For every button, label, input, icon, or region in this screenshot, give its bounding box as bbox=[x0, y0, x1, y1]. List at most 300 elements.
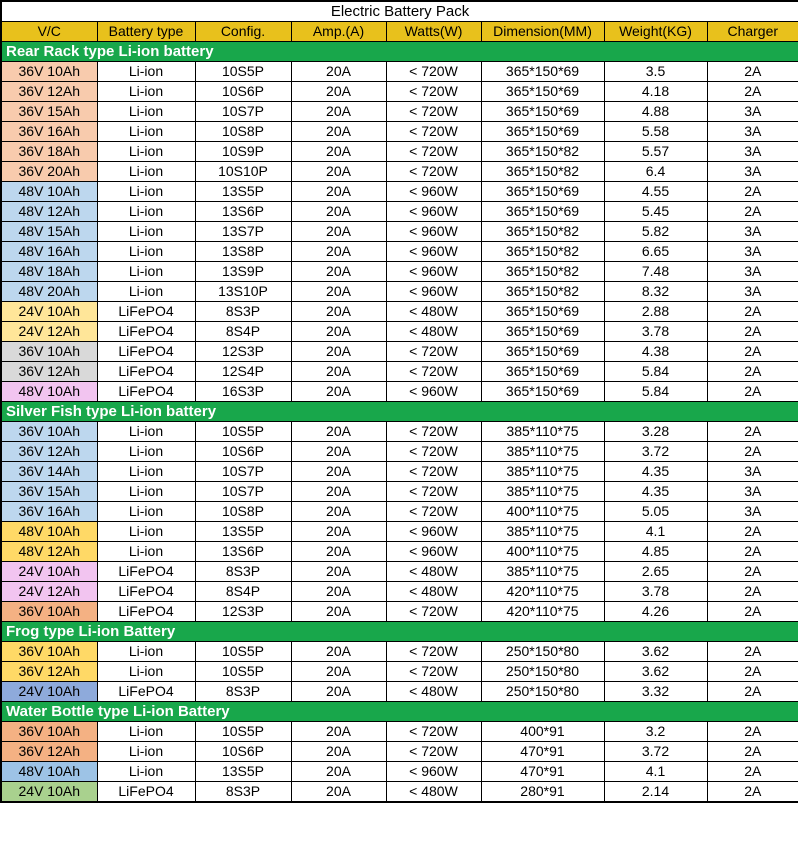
vc-cell: 36V 10Ah bbox=[1, 62, 97, 82]
charger-cell: 2A bbox=[707, 62, 798, 82]
watts-cell: < 720W bbox=[386, 442, 481, 462]
watts-cell: < 720W bbox=[386, 422, 481, 442]
battery-type-cell: Li-ion bbox=[97, 642, 195, 662]
table-row bbox=[1, 542, 798, 562]
charger-cell: 3A bbox=[707, 282, 798, 302]
weight-cell: 5.82 bbox=[604, 222, 707, 242]
amp-cell: 20A bbox=[291, 422, 386, 442]
charger-cell: 3A bbox=[707, 502, 798, 522]
vc-cell: 36V 12Ah bbox=[1, 442, 97, 462]
config-cell: 13S5P bbox=[195, 522, 291, 542]
weight-cell: 4.38 bbox=[604, 342, 707, 362]
vc-cell: 24V 10Ah bbox=[1, 782, 97, 803]
amp-cell: 20A bbox=[291, 442, 386, 462]
dimension-cell: 365*150*69 bbox=[481, 102, 604, 122]
config-cell: 10S7P bbox=[195, 462, 291, 482]
charger-cell: 2A bbox=[707, 522, 798, 542]
column-header: Watts(W) bbox=[386, 22, 481, 42]
table-row bbox=[1, 302, 798, 322]
battery-type-cell: Li-ion bbox=[97, 182, 195, 202]
column-header: V/C bbox=[1, 22, 97, 42]
battery-type-cell: LiFePO4 bbox=[97, 682, 195, 702]
vc-cell: 48V 16Ah bbox=[1, 242, 97, 262]
amp-cell: 20A bbox=[291, 642, 386, 662]
dimension-cell: 365*150*69 bbox=[481, 382, 604, 402]
watts-cell: < 720W bbox=[386, 462, 481, 482]
watts-cell: < 720W bbox=[386, 142, 481, 162]
config-cell: 8S4P bbox=[195, 322, 291, 342]
battery-type-cell: LiFePO4 bbox=[97, 322, 195, 342]
section-header: Rear Rack type Li-ion battery bbox=[1, 42, 798, 62]
battery-type-cell: LiFePO4 bbox=[97, 302, 195, 322]
watts-cell: < 480W bbox=[386, 322, 481, 342]
table-row bbox=[1, 262, 798, 282]
weight-cell: 3.2 bbox=[604, 722, 707, 742]
config-cell: 10S5P bbox=[195, 662, 291, 682]
amp-cell: 20A bbox=[291, 142, 386, 162]
vc-cell: 36V 16Ah bbox=[1, 122, 97, 142]
vc-cell: 48V 10Ah bbox=[1, 182, 97, 202]
dimension-cell: 400*110*75 bbox=[481, 502, 604, 522]
weight-cell: 5.84 bbox=[604, 382, 707, 402]
amp-cell: 20A bbox=[291, 362, 386, 382]
amp-cell: 20A bbox=[291, 322, 386, 342]
table-row bbox=[1, 662, 798, 682]
dimension-cell: 365*150*69 bbox=[481, 122, 604, 142]
watts-cell: < 720W bbox=[386, 162, 481, 182]
vc-cell: 36V 18Ah bbox=[1, 142, 97, 162]
config-cell: 10S5P bbox=[195, 62, 291, 82]
config-cell: 8S4P bbox=[195, 582, 291, 602]
vc-cell: 36V 10Ah bbox=[1, 722, 97, 742]
amp-cell: 20A bbox=[291, 542, 386, 562]
amp-cell: 20A bbox=[291, 562, 386, 582]
dimension-cell: 420*110*75 bbox=[481, 602, 604, 622]
weight-cell: 6.65 bbox=[604, 242, 707, 262]
amp-cell: 20A bbox=[291, 242, 386, 262]
vc-cell: 24V 12Ah bbox=[1, 322, 97, 342]
battery-type-cell: LiFePO4 bbox=[97, 362, 195, 382]
charger-cell: 2A bbox=[707, 182, 798, 202]
vc-cell: 48V 12Ah bbox=[1, 542, 97, 562]
vc-cell: 24V 10Ah bbox=[1, 562, 97, 582]
config-cell: 10S6P bbox=[195, 442, 291, 462]
vc-cell: 36V 16Ah bbox=[1, 502, 97, 522]
battery-type-cell: Li-ion bbox=[97, 202, 195, 222]
dimension-cell: 365*150*82 bbox=[481, 222, 604, 242]
config-cell: 16S3P bbox=[195, 382, 291, 402]
table-row bbox=[1, 142, 798, 162]
watts-cell: < 720W bbox=[386, 602, 481, 622]
charger-cell: 2A bbox=[707, 82, 798, 102]
charger-cell: 2A bbox=[707, 602, 798, 622]
weight-cell: 3.62 bbox=[604, 642, 707, 662]
table-row bbox=[1, 182, 798, 202]
charger-cell: 3A bbox=[707, 462, 798, 482]
battery-type-cell: Li-ion bbox=[97, 502, 195, 522]
column-header: Config. bbox=[195, 22, 291, 42]
table-row bbox=[1, 202, 798, 222]
charger-cell: 2A bbox=[707, 342, 798, 362]
vc-cell: 36V 14Ah bbox=[1, 462, 97, 482]
amp-cell: 20A bbox=[291, 582, 386, 602]
vc-cell: 36V 12Ah bbox=[1, 742, 97, 762]
section-header: Frog type Li-ion Battery bbox=[1, 622, 798, 642]
vc-cell: 48V 18Ah bbox=[1, 262, 97, 282]
charger-cell: 2A bbox=[707, 782, 798, 803]
battery-type-cell: Li-ion bbox=[97, 542, 195, 562]
weight-cell: 3.62 bbox=[604, 662, 707, 682]
config-cell: 10S9P bbox=[195, 142, 291, 162]
charger-cell: 3A bbox=[707, 222, 798, 242]
dimension-cell: 365*150*82 bbox=[481, 142, 604, 162]
weight-cell: 3.28 bbox=[604, 422, 707, 442]
table-row bbox=[1, 362, 798, 382]
battery-type-cell: Li-ion bbox=[97, 442, 195, 462]
watts-cell: < 480W bbox=[386, 582, 481, 602]
config-cell: 12S3P bbox=[195, 602, 291, 622]
amp-cell: 20A bbox=[291, 202, 386, 222]
vc-cell: 36V 10Ah bbox=[1, 642, 97, 662]
watts-cell: < 720W bbox=[386, 62, 481, 82]
dimension-cell: 250*150*80 bbox=[481, 642, 604, 662]
config-cell: 13S6P bbox=[195, 542, 291, 562]
table-row bbox=[1, 162, 798, 182]
watts-cell: < 480W bbox=[386, 682, 481, 702]
amp-cell: 20A bbox=[291, 462, 386, 482]
battery-type-cell: Li-ion bbox=[97, 662, 195, 682]
charger-cell: 2A bbox=[707, 722, 798, 742]
charger-cell: 2A bbox=[707, 422, 798, 442]
weight-cell: 8.32 bbox=[604, 282, 707, 302]
title-row bbox=[1, 1, 798, 22]
section-row bbox=[1, 622, 798, 642]
amp-cell: 20A bbox=[291, 662, 386, 682]
watts-cell: < 960W bbox=[386, 222, 481, 242]
table-row bbox=[1, 762, 798, 782]
amp-cell: 20A bbox=[291, 182, 386, 202]
charger-cell: 2A bbox=[707, 382, 798, 402]
weight-cell: 5.58 bbox=[604, 122, 707, 142]
watts-cell: < 960W bbox=[386, 762, 481, 782]
table-row bbox=[1, 742, 798, 762]
vc-cell: 36V 12Ah bbox=[1, 82, 97, 102]
battery-table-body bbox=[1, 42, 798, 803]
dimension-cell: 385*110*75 bbox=[481, 482, 604, 502]
table-row bbox=[1, 642, 798, 662]
table-row bbox=[1, 222, 798, 242]
battery-type-cell: Li-ion bbox=[97, 162, 195, 182]
watts-cell: < 720W bbox=[386, 502, 481, 522]
watts-cell: < 720W bbox=[386, 362, 481, 382]
battery-type-cell: Li-ion bbox=[97, 242, 195, 262]
battery-type-cell: Li-ion bbox=[97, 522, 195, 542]
amp-cell: 20A bbox=[291, 502, 386, 522]
dimension-cell: 400*91 bbox=[481, 722, 604, 742]
charger-cell: 3A bbox=[707, 482, 798, 502]
charger-cell: 2A bbox=[707, 642, 798, 662]
column-header: Amp.(A) bbox=[291, 22, 386, 42]
config-cell: 8S3P bbox=[195, 562, 291, 582]
dimension-cell: 385*110*75 bbox=[481, 442, 604, 462]
config-cell: 10S5P bbox=[195, 422, 291, 442]
watts-cell: < 720W bbox=[386, 722, 481, 742]
vc-cell: 48V 15Ah bbox=[1, 222, 97, 242]
dimension-cell: 365*150*69 bbox=[481, 182, 604, 202]
dimension-cell: 420*110*75 bbox=[481, 582, 604, 602]
vc-cell: 36V 20Ah bbox=[1, 162, 97, 182]
amp-cell: 20A bbox=[291, 62, 386, 82]
vc-cell: 36V 10Ah bbox=[1, 422, 97, 442]
battery-type-cell: Li-ion bbox=[97, 722, 195, 742]
vc-cell: 24V 10Ah bbox=[1, 682, 97, 702]
table-row bbox=[1, 62, 798, 82]
section-header: Water Bottle type Li-ion Battery bbox=[1, 702, 798, 722]
table-row bbox=[1, 82, 798, 102]
amp-cell: 20A bbox=[291, 222, 386, 242]
watts-cell: < 720W bbox=[386, 82, 481, 102]
amp-cell: 20A bbox=[291, 382, 386, 402]
section-header: Silver Fish type Li-ion battery bbox=[1, 402, 798, 422]
table-row bbox=[1, 242, 798, 262]
battery-type-cell: Li-ion bbox=[97, 462, 195, 482]
section-row bbox=[1, 402, 798, 422]
table-row bbox=[1, 722, 798, 742]
battery-type-cell: Li-ion bbox=[97, 482, 195, 502]
weight-cell: 2.88 bbox=[604, 302, 707, 322]
watts-cell: < 720W bbox=[386, 482, 481, 502]
config-cell: 10S7P bbox=[195, 482, 291, 502]
weight-cell: 4.88 bbox=[604, 102, 707, 122]
config-cell: 10S6P bbox=[195, 82, 291, 102]
vc-cell: 36V 12Ah bbox=[1, 662, 97, 682]
config-cell: 12S3P bbox=[195, 342, 291, 362]
dimension-cell: 365*150*82 bbox=[481, 282, 604, 302]
weight-cell: 3.5 bbox=[604, 62, 707, 82]
charger-cell: 2A bbox=[707, 762, 798, 782]
table-row bbox=[1, 582, 798, 602]
battery-type-cell: LiFePO4 bbox=[97, 602, 195, 622]
config-cell: 13S5P bbox=[195, 762, 291, 782]
weight-cell: 2.65 bbox=[604, 562, 707, 582]
watts-cell: < 960W bbox=[386, 202, 481, 222]
charger-cell: 3A bbox=[707, 262, 798, 282]
amp-cell: 20A bbox=[291, 122, 386, 142]
weight-cell: 5.84 bbox=[604, 362, 707, 382]
charger-cell: 3A bbox=[707, 162, 798, 182]
dimension-cell: 365*150*69 bbox=[481, 202, 604, 222]
weight-cell: 4.35 bbox=[604, 482, 707, 502]
table-row bbox=[1, 562, 798, 582]
table-row bbox=[1, 482, 798, 502]
dimension-cell: 365*150*69 bbox=[481, 82, 604, 102]
weight-cell: 3.78 bbox=[604, 322, 707, 342]
config-cell: 8S3P bbox=[195, 782, 291, 803]
table-row bbox=[1, 282, 798, 302]
table-row bbox=[1, 602, 798, 622]
column-header: Weight(KG) bbox=[604, 22, 707, 42]
battery-type-cell: Li-ion bbox=[97, 282, 195, 302]
watts-cell: < 960W bbox=[386, 182, 481, 202]
charger-cell: 3A bbox=[707, 142, 798, 162]
amp-cell: 20A bbox=[291, 82, 386, 102]
weight-cell: 3.32 bbox=[604, 682, 707, 702]
vc-cell: 48V 20Ah bbox=[1, 282, 97, 302]
config-cell: 10S10P bbox=[195, 162, 291, 182]
dimension-cell: 470*91 bbox=[481, 762, 604, 782]
charger-cell: 2A bbox=[707, 362, 798, 382]
dimension-cell: 365*150*69 bbox=[481, 342, 604, 362]
weight-cell: 5.45 bbox=[604, 202, 707, 222]
watts-cell: < 960W bbox=[386, 282, 481, 302]
config-cell: 10S7P bbox=[195, 102, 291, 122]
dimension-cell: 385*110*75 bbox=[481, 562, 604, 582]
config-cell: 10S8P bbox=[195, 122, 291, 142]
watts-cell: < 960W bbox=[386, 262, 481, 282]
watts-cell: < 960W bbox=[386, 542, 481, 562]
column-header: Charger bbox=[707, 22, 798, 42]
amp-cell: 20A bbox=[291, 262, 386, 282]
watts-cell: < 480W bbox=[386, 302, 481, 322]
weight-cell: 5.57 bbox=[604, 142, 707, 162]
table-row bbox=[1, 502, 798, 522]
charger-cell: 2A bbox=[707, 582, 798, 602]
dimension-cell: 470*91 bbox=[481, 742, 604, 762]
config-cell: 8S3P bbox=[195, 682, 291, 702]
amp-cell: 20A bbox=[291, 302, 386, 322]
battery-type-cell: Li-ion bbox=[97, 762, 195, 782]
battery-type-cell: LiFePO4 bbox=[97, 782, 195, 803]
config-cell: 10S5P bbox=[195, 722, 291, 742]
amp-cell: 20A bbox=[291, 342, 386, 362]
config-cell: 13S10P bbox=[195, 282, 291, 302]
charger-cell: 2A bbox=[707, 662, 798, 682]
weight-cell: 4.26 bbox=[604, 602, 707, 622]
weight-cell: 4.35 bbox=[604, 462, 707, 482]
charger-cell: 2A bbox=[707, 202, 798, 222]
dimension-cell: 385*110*75 bbox=[481, 422, 604, 442]
amp-cell: 20A bbox=[291, 782, 386, 803]
config-cell: 10S5P bbox=[195, 642, 291, 662]
weight-cell: 4.1 bbox=[604, 522, 707, 542]
config-cell: 8S3P bbox=[195, 302, 291, 322]
watts-cell: < 480W bbox=[386, 782, 481, 803]
amp-cell: 20A bbox=[291, 722, 386, 742]
charger-cell: 2A bbox=[707, 442, 798, 462]
weight-cell: 4.55 bbox=[604, 182, 707, 202]
config-cell: 10S6P bbox=[195, 742, 291, 762]
watts-cell: < 480W bbox=[386, 562, 481, 582]
vc-cell: 36V 12Ah bbox=[1, 362, 97, 382]
dimension-cell: 385*110*75 bbox=[481, 462, 604, 482]
battery-type-cell: Li-ion bbox=[97, 142, 195, 162]
battery-type-cell: Li-ion bbox=[97, 262, 195, 282]
charger-cell: 2A bbox=[707, 742, 798, 762]
table-row bbox=[1, 382, 798, 402]
weight-cell: 3.72 bbox=[604, 742, 707, 762]
dimension-cell: 365*150*69 bbox=[481, 362, 604, 382]
weight-cell: 4.1 bbox=[604, 762, 707, 782]
dimension-cell: 400*110*75 bbox=[481, 542, 604, 562]
watts-cell: < 960W bbox=[386, 382, 481, 402]
battery-type-cell: LiFePO4 bbox=[97, 382, 195, 402]
charger-cell: 3A bbox=[707, 242, 798, 262]
dimension-cell: 385*110*75 bbox=[481, 522, 604, 542]
watts-cell: < 720W bbox=[386, 122, 481, 142]
vc-cell: 36V 15Ah bbox=[1, 102, 97, 122]
dimension-cell: 365*150*82 bbox=[481, 262, 604, 282]
config-cell: 13S9P bbox=[195, 262, 291, 282]
charger-cell: 2A bbox=[707, 682, 798, 702]
amp-cell: 20A bbox=[291, 762, 386, 782]
vc-cell: 48V 10Ah bbox=[1, 522, 97, 542]
amp-cell: 20A bbox=[291, 482, 386, 502]
dimension-cell: 250*150*80 bbox=[481, 662, 604, 682]
table-row bbox=[1, 322, 798, 342]
dimension-cell: 365*150*69 bbox=[481, 302, 604, 322]
weight-cell: 2.14 bbox=[604, 782, 707, 803]
charger-cell: 3A bbox=[707, 102, 798, 122]
column-header: Battery type bbox=[97, 22, 195, 42]
amp-cell: 20A bbox=[291, 602, 386, 622]
battery-type-cell: Li-ion bbox=[97, 82, 195, 102]
watts-cell: < 720W bbox=[386, 342, 481, 362]
amp-cell: 20A bbox=[291, 522, 386, 542]
charger-cell: 2A bbox=[707, 562, 798, 582]
weight-cell: 3.78 bbox=[604, 582, 707, 602]
battery-type-cell: Li-ion bbox=[97, 742, 195, 762]
battery-type-cell: Li-ion bbox=[97, 422, 195, 442]
weight-cell: 4.85 bbox=[604, 542, 707, 562]
section-row bbox=[1, 42, 798, 62]
amp-cell: 20A bbox=[291, 282, 386, 302]
watts-cell: < 720W bbox=[386, 642, 481, 662]
battery-type-cell: Li-ion bbox=[97, 62, 195, 82]
vc-cell: 24V 12Ah bbox=[1, 582, 97, 602]
charger-cell: 2A bbox=[707, 322, 798, 342]
dimension-cell: 365*150*69 bbox=[481, 322, 604, 342]
section-row bbox=[1, 702, 798, 722]
dimension-cell: 365*150*82 bbox=[481, 162, 604, 182]
vc-cell: 48V 12Ah bbox=[1, 202, 97, 222]
dimension-cell: 280*91 bbox=[481, 782, 604, 803]
amp-cell: 20A bbox=[291, 162, 386, 182]
table-row bbox=[1, 442, 798, 462]
page-title: Electric Battery Pack bbox=[1, 1, 798, 22]
weight-cell: 3.72 bbox=[604, 442, 707, 462]
watts-cell: < 960W bbox=[386, 522, 481, 542]
battery-type-cell: LiFePO4 bbox=[97, 342, 195, 362]
config-cell: 13S8P bbox=[195, 242, 291, 262]
weight-cell: 7.48 bbox=[604, 262, 707, 282]
column-header: Dimension(MM) bbox=[481, 22, 604, 42]
vc-cell: 24V 10Ah bbox=[1, 302, 97, 322]
config-cell: 13S6P bbox=[195, 202, 291, 222]
table-row bbox=[1, 462, 798, 482]
config-cell: 13S5P bbox=[195, 182, 291, 202]
table-row bbox=[1, 682, 798, 702]
table-row bbox=[1, 422, 798, 442]
battery-type-cell: Li-ion bbox=[97, 222, 195, 242]
vc-cell: 48V 10Ah bbox=[1, 762, 97, 782]
table-row bbox=[1, 522, 798, 542]
charger-cell: 3A bbox=[707, 122, 798, 142]
table-row bbox=[1, 342, 798, 362]
vc-cell: 36V 15Ah bbox=[1, 482, 97, 502]
weight-cell: 6.4 bbox=[604, 162, 707, 182]
battery-type-cell: LiFePO4 bbox=[97, 582, 195, 602]
vc-cell: 36V 10Ah bbox=[1, 342, 97, 362]
